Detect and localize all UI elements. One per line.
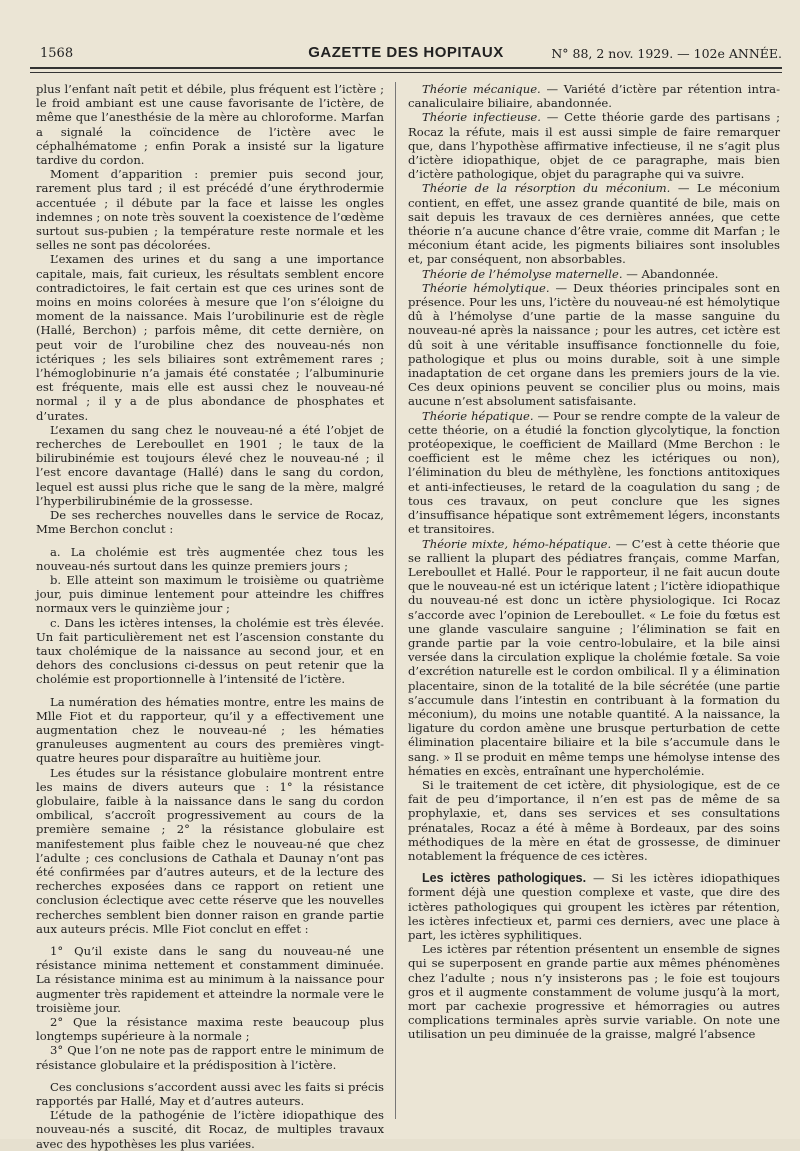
- paragraph-text: Moment d’apparition : premier puis second jour, rarement plus tard ; il est précédé d’une érythrodermie accentuée ; il débute par la face et laisse les ongles indemnes ; on note très souvent la coexistence de l’œdème surtout sus-pubien ; la température reste normale et les selles ne sont pas décolorées.: [36, 167, 384, 253]
- paragraph: [36, 423, 384, 508]
- paragraph-text: La numération des hématies montre, entre les mains de Mlle Fiot et du rapporteur, qu’il y a effectivement une augmentation chez le nouveau-né ; les hématies granuleuses augmentent au cours des premières vingt-quatre heures pour disparaître au huitième jour.: [36, 694, 384, 766]
- paragraph: [408, 871, 780, 942]
- paragraph-text: b. Elle atteint son maximum le troisième ou quatrième jour, puis diminue lentement pour atteindre les chiffres normaux vers le quinzième jour ;: [36, 572, 384, 616]
- paragraph-text: Si le traitement de cet ictère, dit physiologique, est de ce fait de peu d’importance, il n’en est pas de même de sa prophylaxie, et, dans ses services et ses consultations prénatales, Rocaz a été à même à Bordeaux, par des soins méthodiques de la mère en état de grossesse, de diminuer notablement la fréquence de ces ictères.: [408, 777, 780, 863]
- paragraph: [36, 167, 384, 252]
- section-heading: Les ictères pathologiques.: [422, 871, 587, 886]
- paragraph: [408, 778, 780, 863]
- paragraph-lead: Théorie mixte, hémo-hépatique.: [422, 536, 612, 551]
- header-rule-thin: [30, 72, 782, 73]
- paragraph: [408, 267, 780, 281]
- paragraph-text: 1° Qu’il existe dans le sang du nouveau-né une résistance minima nettement et constamment diminuée. La résistance minima est au minimum à la naissance pour augmenter très rapidement et atteindre la normale vere le troisième jour.: [36, 943, 384, 1015]
- paragraph: [36, 1108, 384, 1151]
- left-column: [36, 82, 384, 1151]
- paragraph: [36, 573, 384, 616]
- paragraph: [36, 508, 384, 536]
- paragraph: [408, 942, 780, 1041]
- paragraph-text: — Cette théorie garde des partisans ; Rocaz la réfute, mais il est aussi simple de faire remarquer que, dans l’hypothèse affirmative infectieuse, il ne s’agit plus d’ictère idiopathique, objet de ce paragraphe, mais bien d’ictère pathologique, objet du paragraphe qui va suivre.: [408, 110, 780, 182]
- paragraph-text: Les ictères par rétention présentent un ensemble de signes qui se superposent en grande partie aux mêmes phénomènes chez l’adulte ; nous n’y insisterons pas ; le foie est toujours gros et il augmente constamment de volume jusqu’à la mort, mort par cachexie progressive et hémorragies ou autres complications terminales après survie variable. On note une utilisation un peu diminuée de la graisse, malgré l’absence: [408, 942, 780, 1042]
- paragraph: [408, 537, 780, 778]
- paragraph-text: plus l’enfant naît petit et débile, plus fréquent est l’ictère ; le froid ambiant est une cause favorisante de l’ictère, de même que l’anesthésie de la mère au chloroforme. Marfan a signalé la coïncidence de l’ictère avec le céphalhématome ; enfin Porak a insisté sur la ligature tardive du cordon.: [36, 82, 384, 168]
- paragraph: [36, 1015, 384, 1043]
- paragraph: [36, 82, 384, 167]
- paragraph-lead: Théorie infectieuse.: [422, 110, 541, 125]
- paragraph: [408, 181, 780, 266]
- paragraph-text: — Si les ictères idiopathiques forment déjà une question complexe et vaste, que dire des ictères pathologiques qui groupent les ictères par rétention, les ictères infectieux et, parmi ces derniers, avec une place à part, les ictères syphilitiques.: [408, 871, 780, 942]
- paragraph: [36, 944, 384, 1015]
- paragraph-text: — Variété d’ictère par rétention intra-canaliculaire biliaire, abandonnée.: [408, 82, 780, 111]
- right-column: [408, 82, 780, 1129]
- paragraph-lead: Théorie mécanique.: [422, 82, 541, 96]
- page-header: [30, 44, 782, 66]
- paragraph-text: Les études sur la résistance globulaire montrent entre les mains de divers auteurs que : 1° la résistance globulaire, faible à la naissance dans le sang du cordon ombilical, s’accroît progressivement au cours de la première semaine ; 2° la résistance globulaire est manifestement plus faible chez le nouveau-né que chez l’adulte ; ces conclusions de Cathala et Daunay n’ont pas été confirmées par d’autres auteurs, et de la lecture des recherches exposées dans ce rapport on retient une conclusion éclectique avec cette réserve que les nouvelles recherches semblent bien donner raison en grande partie aux auteurs précis. Mlle Fiot conclut en effet :: [36, 765, 384, 936]
- paragraph: [408, 409, 780, 537]
- paragraph-text: — C’est à cette théorie que se rallient la plupart des pédiatres français, comme Marfan, Lereboullet et Hallé. Pour le rapporteur, il ne fait aucun doute que le nouveau-né est un ictérique latent ; l’ictère idiopathique du nouveau-né est donc un ictère physiologique. Ici Rocaz s’accorde avec l’opinion de Lereboullet. « Le foie du fœtus est une glande vasculaire sanguine ; l’élimination se fait en grande partie par la voie centro-lobulaire, et la bile ainsi versée dans la circulation explique la cholémie fœtale. Sa voie d’excrétion naturelle est le cordon ombilical. Il y a élimination placentaire, sinon de la totalité de la bile sécrétée (une partie s’accumule dans l’intestin en contribuant à la formation du méconium), du moins une notable quantité. A la naissance, la ligature du cordon amène une brusque perturbation de cette élimination placentaire biliaire et la bile s’accumule dans le sang. » Il se produit en même temps une hémolyse intense des hématies en excès, entraînant une hypercholémie.: [408, 536, 780, 778]
- column-divider: [395, 82, 396, 1119]
- paragraph: [36, 1080, 384, 1108]
- paragraph-text: — Deux théories principales sont en présence. Pour les uns, l’ictère du nouveau-né est hémolytique dû à l’hémolyse d’une partie de la masse sanguine du nouveau-né après la naissance ; pour les autres, cet ictère est dû soit à une véritable insuffisance fonctionnelle du foie, pathologique et plus ou moins durable, soit à une simple inadaptation de cet organe dans les premiers jours de la vie. Ces deux opinions peuvent se concilier plus ou moins, mais aucune n’est absolument satisfaisante.: [408, 280, 780, 409]
- paragraph: [36, 1043, 384, 1071]
- paragraph: [36, 695, 384, 766]
- paragraph-text: — Abandonnée.: [622, 266, 719, 281]
- paragraph: [408, 281, 780, 409]
- paragraph-text: 3° Que l’on ne note pas de rapport entre le minimum de résistance globulaire et la prédisposition à l’ictère.: [36, 1043, 384, 1072]
- paragraph-lead: Théorie hémolytique.: [422, 280, 550, 295]
- paragraph-text: L’examen des urines et du sang a une importance capitale, mais, fait curieux, les résultats semblent encore contradictoires, le fait certain est que ces urines sont de moins en moins colorées à mesure que l’on s’éloigne du moment de la naissance. Mais l’urobilinurie est de règle (Hallé, Berchon) ; parfois même, dit cette dernière, on peut voir de l’urobiline chez des nouveau-nés non ictériques ; les sels biliaires sont extrêmement rares ; l’hémoglobinurie n’a jamais été constatée ; l’albuminurie est fréquente, mais elle est aussi chez le nouveau-né normal ; il y a de plus abondance de phosphates et d’urates.: [36, 252, 384, 423]
- paragraph-text: — Pour se rendre compte de la valeur de cette théorie, on a étudié la fonction glycolytique, la fonction protéopexique, le coefficient de Maillard (Mme Berchon : le coefficient est le même chez les ictériques ou non), l’élimination du bleu de méthylène, les fonctions antitoxiques et anti-infectieuses, le retard de la coagulation du sang ; de tous ces travaux, on peut conclure que les signes d’insuffisance hépatique sont extrêmement légers, inconstants et transitoires.: [408, 408, 780, 537]
- paragraph-lead: Théorie de l’hémolyse maternelle.: [422, 266, 623, 281]
- issue-info: N° 88, 2 nov. 1929. — 102e ANNÉE.: [551, 46, 782, 61]
- paragraph: [36, 766, 384, 936]
- paragraph-lead: Théorie hépatique.: [422, 408, 534, 423]
- paragraph: [36, 252, 384, 422]
- paragraph-lead: Théorie de la résorption du méconium.: [422, 181, 671, 196]
- paragraph: [36, 545, 384, 573]
- paragraph: [408, 82, 780, 110]
- paragraph-text: De ses recherches nouvelles dans le service de Rocaz, Mme Berchon conclut :: [36, 508, 384, 537]
- paragraph-text: 2° Que la résistance maxima reste beaucoup plus longtemps supérieure à la normale ;: [36, 1015, 384, 1044]
- paragraph: [36, 616, 384, 687]
- paragraph-text: c. Dans les ictères intenses, la cholémie est très élevée. Un fait particulièrement net est l’ascension constante du taux cholémique de la naissance au second jour, et en dehors des conclusions ci-dessus on peut retenir que la cholémie est proportionnelle à l’intensité de l’ictère.: [36, 615, 384, 687]
- page-number: 1568: [40, 46, 74, 61]
- paragraph-text: a. La cholémie est très augmentée chez tous les nouveau-nés surtout dans les quinze premiers jours ;: [36, 544, 384, 573]
- paragraph: [408, 110, 780, 181]
- paragraph-text: — Le méconium contient, en effet, une assez grande quantité de bile, mais on sait depuis les travaux de ces dernières années, que cette théorie n’a aucune chance d’être vraie, comme dit Marfan ; le méconium étant acide, les pigments biliaires sont insolubles et, par conséquent, non absorbables.: [408, 181, 780, 267]
- paragraph-text: L’examen du sang chez le nouveau-né a été l’objet de recherches de Lereboullet en 1901 ; le taux de la bilirubinémie est toujours élevé chez le nouveau-né ; il l’est encore davantage (Hallé) dans le sang du cordon, lequel est aussi plus riche que le sang de la mère, malgré l’hyperbilirubinémie de la grossesse.: [36, 422, 384, 508]
- publication-title: GAZETTE DES HOPITAUX: [308, 44, 504, 61]
- paragraph-text: Ces conclusions s’accordent aussi avec les faits si précis rapportés par Hallé, May et d’autres auteurs.: [36, 1079, 384, 1109]
- paragraph-text: L’étude de la pathogénie de l’ictère idiopathique des nouveau-nés a suscité, dit Rocaz, de multiples travaux avec des hypothèses les plus variées.: [36, 1108, 384, 1151]
- header-rule-thick: [30, 67, 782, 69]
